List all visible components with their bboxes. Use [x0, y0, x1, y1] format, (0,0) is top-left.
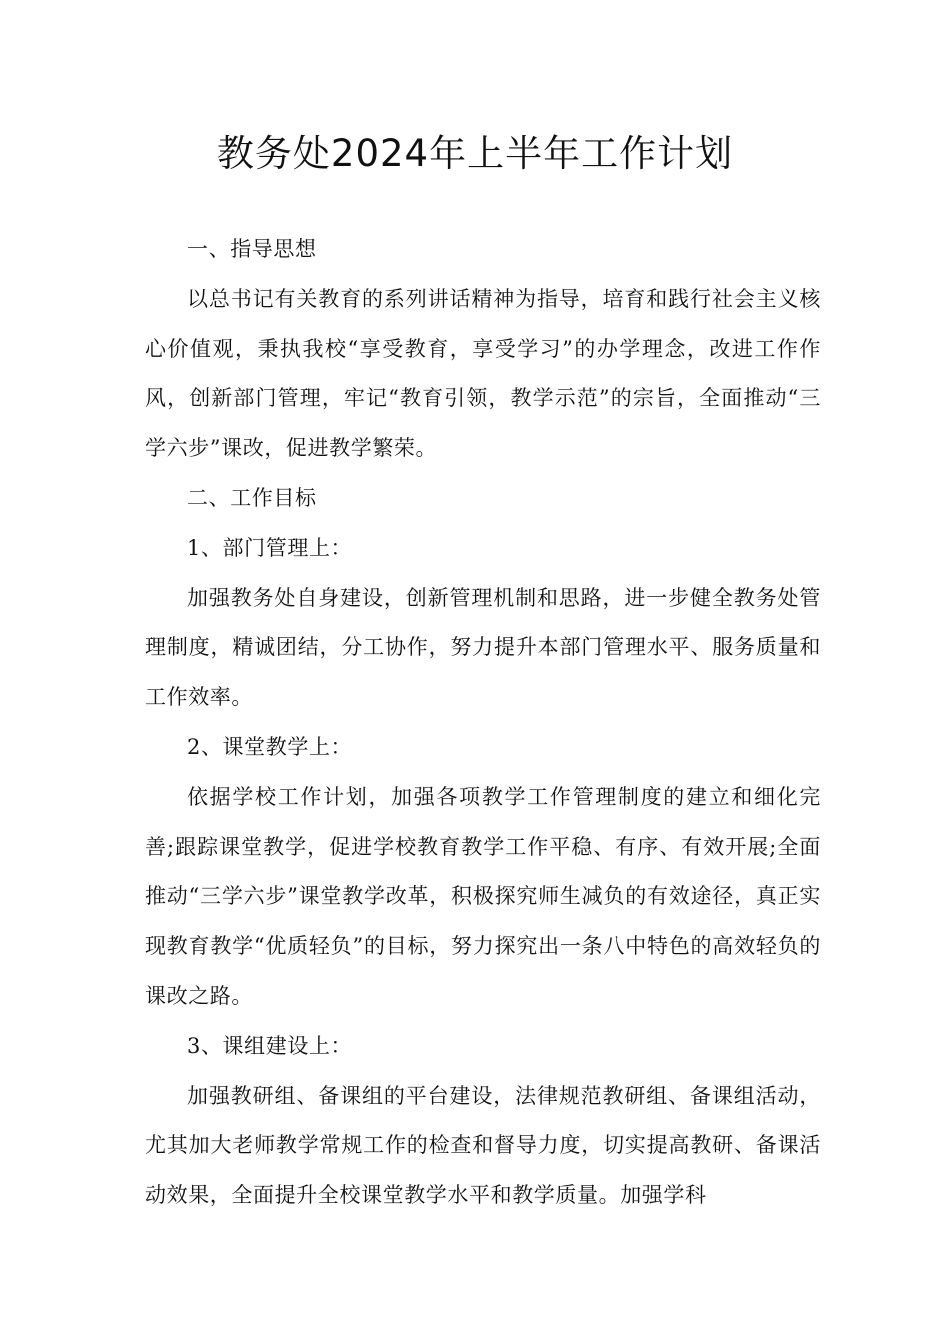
document-body [145, 225, 821, 1221]
section-heading-work-goals: 二、工作目标 [187, 485, 317, 510]
paragraph-group-building: 加强教研组、备课组的平台建设，法律规范教研组、备课组活动，尤其加大老师教学常规工作的检查和督导力度，切实提高教研、备课活动效果，全面提升全校课堂教学水平和教学质量。加强学科 [145, 1083, 821, 1208]
paragraph-classroom-teaching: 依据学校工作计划，加强各项教学工作管理制度的建立和细化完善;跟踪课堂教学，促进学校教育教学工作平稳、有序、有效开展;全面推动“三学六步”课堂教学改革，积极探究师生减负的有效途径，真正实现教育教学“优质轻负”的目标，努力探究出一条八中特色的高效轻负的课改之路。 [145, 784, 821, 1008]
document-title: 教务处2024年上半年工作计划 [216, 132, 734, 175]
section-heading-guiding-ideology: 一、指导思想 [187, 237, 317, 261]
paragraph-guiding-ideology: 以总书记有关教育的系列讲话精神为指导，培育和践行社会主义核心价值观，秉执我校“享受教育，享受学习”的办学理念，改进工作作风，创新部门管理，牢记“教育引领，教学示范”的宗旨，全面推动“三学六步”课改，促进教学繁荣。 [145, 286, 821, 461]
subheading-classroom-teaching: 2、课堂教学上： [187, 734, 353, 759]
subheading-group-building: 3、课组建设上： [187, 1033, 353, 1058]
subheading-department-management: 1、部门管理上： [187, 535, 353, 560]
paragraph-department-management: 加强教务处自身建设，创新管理机制和思路，进一步健全教务处管理制度，精诚团结，分工协作，努力提升本部门管理水平、服务质量和工作效率。 [145, 585, 821, 710]
